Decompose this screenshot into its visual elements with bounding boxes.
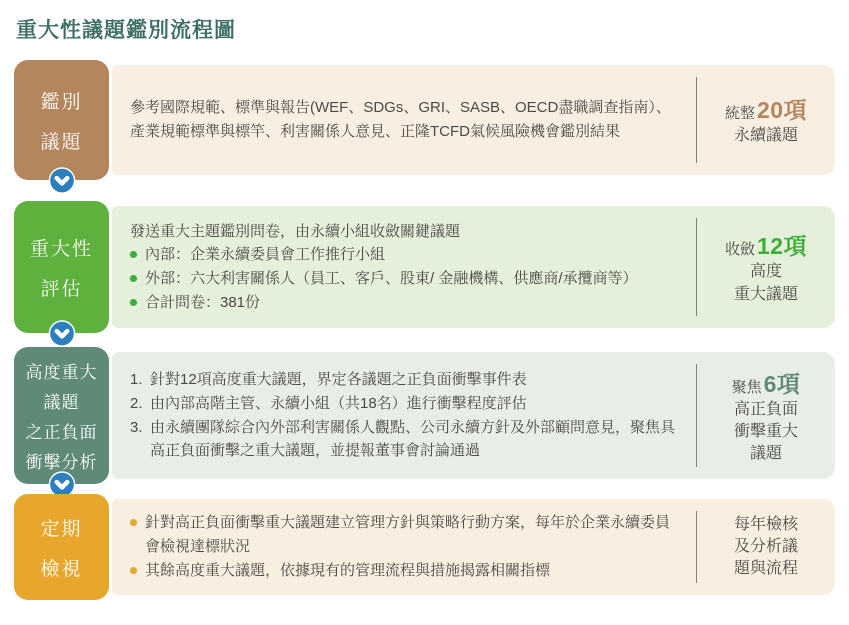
item-number: 1. [130,371,143,389]
bullet-text: 針對高正負面衝擊重大議題建立管理方針與策略行動方案，每年於企業永續委員會檢視達標狀況 [145,514,671,556]
step-label-line: 衝擊分析 [25,453,98,472]
step-label-line: 評估 [40,278,83,300]
result-number-line [732,366,801,399]
bullet-item [130,267,682,291]
step-label-line: 定期 [40,518,83,540]
step-body [112,499,835,595]
result-line: 題與流程 [733,560,798,578]
flow-step-materiality-assessment [14,201,835,333]
bullet-item [130,291,682,315]
flow-step-impact-analysis [14,347,835,484]
bullet-item [130,559,682,583]
arrow-down-icon [48,320,75,347]
result-prefix: 統整 [724,105,755,123]
step-label-impact [14,347,109,484]
numbered-item [130,392,682,416]
step-label-review [14,494,109,600]
step-body [112,65,835,175]
step-result [697,352,835,479]
bullet-item [130,243,682,267]
description-text: 參考國際規範、標準與報告(WEF、SDGs、GRI、SASB、OECD盡職調查指南）、產業規範標準與標竿、利害關係人意見、正隆TCFD氣候風險機會鑑別結果 [130,99,671,140]
item-text: 由內部高階主管、永續小組（共18名）進行衝擊程度評估 [150,394,527,412]
result-line: 永續議題 [733,127,798,145]
result-line: 議題 [749,445,782,463]
result-prefix: 收斂 [724,241,755,259]
step-label-line: 議題 [40,131,83,153]
step-result [697,65,835,175]
flow-step-identify-issues [14,60,835,180]
result-line: 重大議題 [733,285,798,303]
step-result [697,206,835,328]
result-line: 高度 [749,263,782,281]
bullet-list [130,243,682,314]
result-number: 6項 [763,370,801,397]
bullet-text: 內部：企業永續委員會工作推行小組 [145,246,386,264]
result-prefix: 聚焦 [731,378,762,396]
step-body [112,206,835,328]
step-description [112,352,696,479]
step-description [112,206,696,328]
step-label-materiality [14,201,109,333]
step-label-line: 高度重大 [25,363,98,382]
item-number: 3. [130,418,143,436]
step-description [112,65,696,175]
step-description [112,499,696,595]
result-line: 及分析議 [733,537,798,555]
step-label-line: 之正負面 [25,423,98,442]
step-label-line: 鑑別 [40,91,83,113]
bullet-item [130,511,682,558]
flow-step-periodic-review [14,494,835,600]
result-number: 20項 [756,97,808,124]
bullet-list [130,511,682,582]
numbered-list [130,368,682,463]
result-number-line [725,92,807,125]
result-number: 12項 [756,233,808,260]
item-text: 針對12項高度重大議題，界定各議題之正負面衝擊事件表 [150,371,527,389]
bullet-text: 外部：六大利害關係人（員工、客戶、股東/ 金融機構、供應商/承攬商等） [145,270,638,287]
result-line: 高正負面 [733,400,798,418]
step-label-line: 檢視 [40,558,83,580]
result-line: 每年檢核 [733,515,798,533]
step-label-identify [14,60,109,180]
item-text: 由永續團隊綜合內外部利害關係人觀點、公司永續方針及外部顧問意見，聚焦具高正負面衝擊之重大議題，並提報董事會討論通過 [150,418,676,460]
item-number: 2. [130,394,143,412]
step-body [112,352,835,479]
page-title: 重大性議題鑑別流程圖 [16,19,236,42]
result-number-line [725,228,807,261]
step-label-line: 議題 [43,393,80,412]
result-line: 衝擊重大 [733,422,798,440]
bullet-text: 合計問卷：381份 [145,293,261,311]
step-result [697,499,835,595]
numbered-item [130,368,682,392]
description-intro: 發送重大主題鑑別問卷，由永續小組收斂關鍵議題 [130,222,461,240]
step-label-line: 重大性 [29,238,93,260]
bullet-text: 其餘高度重大議題，依據現有的管理流程與措施揭露相關指標 [145,561,551,579]
numbered-item [130,416,682,463]
arrow-down-icon [48,167,75,194]
